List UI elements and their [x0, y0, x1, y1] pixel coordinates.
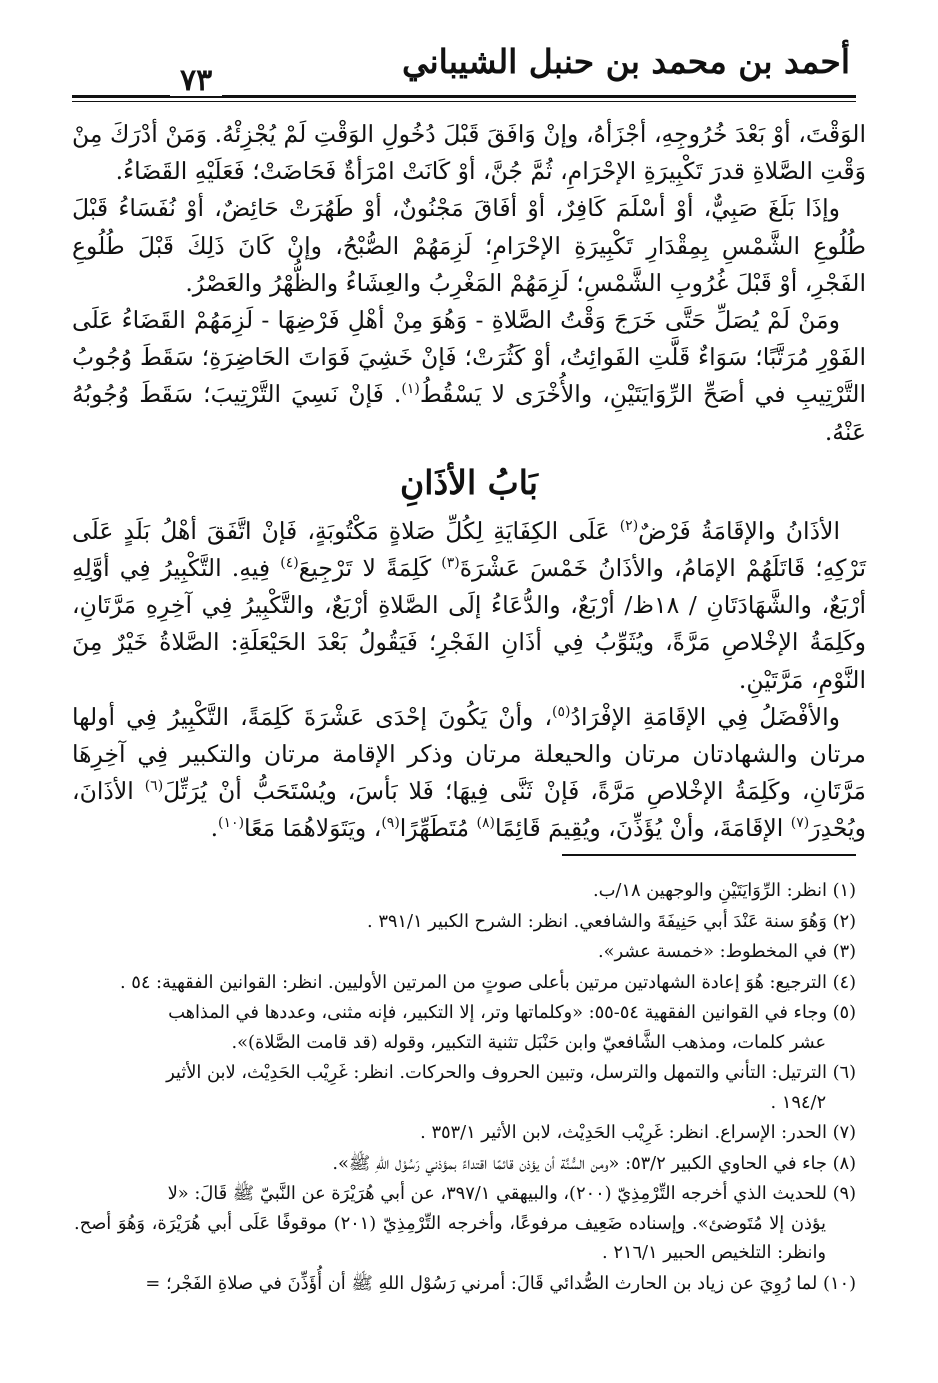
footnote-10	[74, 1269, 856, 1299]
footnote-text: جاء في الحاوي الكبير ٥٣/٢: «ومن السُّنَّة أن يؤذن قائمًا اقتداءً بمؤذني رَسُوْل اللهِ ﷺ».	[332, 1152, 827, 1174]
footnote-marker-2[interactable]: (٢)	[619, 518, 639, 534]
footnote-marker-3[interactable]: (٣)	[441, 555, 460, 572]
footnote-marker-7[interactable]: (٧)	[790, 815, 810, 832]
footnote-3	[74, 937, 856, 967]
footnote-5	[74, 998, 856, 1057]
footnote-number: (٧)	[832, 1122, 856, 1143]
paragraph-5-text-a: والأفْضَلُ فِي الإقَامَةِ الإفْرَادُ	[570, 702, 840, 731]
paragraph-4-text-d: فِيهِ. التَّكْبِيرُ فِي أوَّلِهِ أرْبَعٌ، والشَّهَادَتَانِ / ١٨ظ/ أرْبَعٌ، والدُّعَاءُ إلَى الصَّلاةِ أرْبَعٌ، والتَّكْبِيرُ فِي آخِرِهِ مَرَّتَانِ، وكَلِمَةُ الإخْلاصِ مَرَّةً، ويُثَوِّبُ فِي أذَانِ الفَجْرِ؛ فَيَقُولُ بَعْدَ الحَيْعَلَةِ: الصَّلاةُ خَيْرٌ مِنَ النَّوْمِ، مَرَّتَيْنِ.	[72, 554, 866, 694]
footnotes	[74, 876, 856, 1299]
footnote-continuation: ١٩٤/٢ .	[770, 1091, 826, 1113]
footnote-marker-1[interactable]: (١)	[401, 381, 420, 398]
paragraph-5	[72, 699, 866, 848]
footnote-2	[74, 907, 856, 937]
footnote-number: (١٠)	[823, 1272, 856, 1294]
footnote-number: (٨)	[832, 1152, 856, 1174]
paragraph-4-text-c: كَلِمَةً لا تَرْجِيعَ	[298, 554, 442, 583]
paragraph-4-text-a: الأذَانُ والإقَامَةُ فَرْضٌ	[638, 516, 840, 545]
footnote-6	[74, 1058, 856, 1117]
footnote-text: وَهُوَ سنة عَنْدَ أبي حَنِيفَةَ والشافعي. انظر: الشرح الكبير ٣٩١/١ .	[367, 910, 827, 932]
footnote-number: (٤)	[832, 971, 856, 993]
footnote-continuation: عشر كلمات، ومذهب الشَّافعيّ وابن حَنْبَل تثنية التكبير، وقوله (قد قامت الصَّلاة)».	[231, 1031, 826, 1053]
paragraph-5-text-b: ، وأنْ يَكُونَ إحْدَى عَشْرَةَ كَلِمَةً، التَّكْبِيرُ فِي أولها مرتان والشهادتان مرتان والحيعلة مرتان وذكر الإقامة مرتان والتكبير فِي آخِرِهَا مَرَّتَانِ، وكَلِمَةُ الإخْلاصِ مَرَّةً، فَإنْ ثَنَّى فِيهَا؛ فَلا بَأسَ، ويُسْتَحَبُّ أنْ يُرَتِّلَ	[72, 702, 866, 806]
paragraph-1: الوَقْتَ، أوْ بَعْدَ خُرُوجِهِ، أجْزَأهُ، وإنْ وَافَقَ قَبْلَ دُخُولِ الوَقْتِ لَمْ يُجْزِئْهُ. وَمَنْ أدْرَكَ مِنْ وَقْتِ الصَّلاةِ قدرَ تَكْبِيرَةِ الإحْرَامِ، ثُمَّ جُنَّ، أوْ كَانَتْ امْرَأةٌ فَحَاضَتْ؛ فَعَلَيْهِ القَضَاءُ.	[72, 120, 866, 186]
footnote-marker-4[interactable]: (٤)	[280, 555, 299, 572]
paragraph-3-text-b: . فَإنْ نَسِيَ التَّرْتِيبَ؛ سَقَطَ وُجُوبُهُ عَنْهُ.	[72, 380, 866, 446]
footnote-number: (٥)	[832, 1002, 856, 1023]
paragraph-5-text-c: الأذَانَ، ويُحْدِرَ	[72, 777, 866, 843]
footnote-1	[74, 876, 856, 906]
footnote-text: الترتيل: التأني والتمهل والترسل، وتبين الحروف والحركات. انظر: غَرِيْب الحَدِيْث، لابن الأثير	[166, 1062, 827, 1083]
footnote-separator	[562, 854, 856, 856]
footnote-number: (١)	[832, 880, 856, 901]
chapter-title: بَابُ الأذَانِ	[400, 462, 538, 502]
footnote-continuation: يؤذن إلا مُتَوضئ». وإسناده ضَعِيف مرفوعًا، وأخرجه التِّرْمِذِيّ (٢٠١) موقوفًا عَلَى أبي هُرَيْرَة، وَهُوَ أصح. وانظر: التلخيص الحبير ٢١٦/١ .	[74, 1212, 826, 1263]
paragraph-2: وإذَا بَلَغَ صَبِيٌّ، أوْ أسْلَمَ كَافِرٌ، أوْ أفَاقَ مَجْنُونٌ، أوْ طَهُرَتْ حَائِضٌ، أوْ نُفَسَاءُ قَبْلَ طُلُوعِ الشَّمْسِ بِمِقْدَارِ تَكْبِيرَةِ الإحْرَامِ؛ لَزِمَهُمْ الصُّبْحُ، وإنْ كَانَ ذَلِكَ قَبْلَ طُلُوعِ الفَجْرِ، أوْ قَبْلَ غُرُوبِ الشَّمْسِ؛ لَزِمَهُمْ المَغْرِبُ والعِشَاءُ والظُّهْرُ والعَصْرُ.	[72, 194, 866, 297]
footnote-text: الحدر: الإسراع. انظر: غَرِيْب الحَدِيْث، لابن الأثير ٣٥٣/١ .	[420, 1122, 827, 1143]
running-title: أحمد بن محمد بن حنبل الشيباني	[401, 42, 850, 81]
footnote-marker-10[interactable]: (١٠)	[218, 815, 245, 832]
paragraph-4-text-b: عَلَى الكِفَايَةِ لِكُلِّ صَلاةٍ مَكْتُوبَةٍ، فَإنْ اتَّفَقَ أهْلُ بَلَدٍ عَلَى تَرْكِهِ؛ قَاتَلَهُمْ الإمَامُ، والأذَانُ خَمْسَ عَشْرَةَ	[72, 516, 866, 583]
footnote-7	[74, 1118, 856, 1148]
footnote-text: الترجيع: هُوَ إعادة الشهادتين مرتين بأعلى صوتٍ من المرتين الأوليين. انظر: القوانين الفقهية: ٥٤ .	[119, 971, 827, 993]
footnote-4	[74, 968, 856, 998]
paragraph-5-text-f: ، ويَتَوَلاهُمَا مَعًا	[244, 814, 382, 843]
paragraph-3-text-a: ومَنْ لَمْ يُصَلِّ حَتَّى خَرَجَ وَقْتُ الصَّلاةِ - وَهُوَ مِنْ أهْلِ فَرْضِهَا - لَزِمَهُمْ القَضَاءُ عَلَى الفَوْرِ مُرَتَّبًا؛ سَوَاءٌ قَلَّتِ الفَوائِتُ، أوْ كَثُرَتْ؛ فَإنْ خَشِيَ فَوَاتَ الحَاضِرَةِ؛ سَقَطَ وُجُوبُ التَّرْتِيبِ في أصَحِّ الرِّوَايَتَيْنِ، والأُخْرَى لا يَسْقُطُ	[72, 306, 866, 409]
footnote-text: لما رُوِيَ عن زياد بن الحارث الصُّدائي قَالَ: أمرني رَسُوْل اللهِ ﷺ أن أُؤَذِّنَ في صلاةِ الفَجْر؛ =	[145, 1272, 818, 1294]
footnote-marker-5[interactable]: (٥)	[552, 704, 571, 721]
footnote-number: (٢)	[832, 910, 856, 932]
footnote-text: للحديث الذي أخرجه التِّرْمِذِيّ (٢٠٠)، والبيهقي ٣٩٧/١، عن أبي هُرَيْرَة عن النَّبيّ ﷺ قَالَ: «لا	[167, 1183, 827, 1204]
footnote-marker-9[interactable]: (٩)	[381, 815, 400, 832]
paragraph-5-text-d: الإقَامَةَ، وأنْ يُؤَذِّنَ، ويُقِيمَ قَائِمًا	[495, 814, 791, 843]
paragraph-4	[72, 513, 866, 699]
footnote-text: انظر: الرِّوَايَتَيْنِ والوجهين ١٨/ب.	[593, 880, 827, 901]
paragraph-3	[72, 302, 866, 451]
footnote-9	[74, 1179, 856, 1268]
footnote-marker-6[interactable]: (٦)	[144, 778, 164, 795]
footnote-8	[74, 1149, 856, 1179]
footnote-number: (٣)	[832, 941, 856, 962]
footnote-number: (٩)	[832, 1183, 856, 1204]
main-text	[72, 116, 866, 848]
paragraph-5-text-e: مُتَطَهِّرًا	[399, 814, 477, 843]
footnote-marker-8[interactable]: (٨)	[476, 815, 496, 832]
paragraph-5-text-g: .	[210, 814, 219, 843]
footnote-text: في المخطوط: «خمسة عشر».	[597, 941, 827, 962]
footnote-number: (٦)	[832, 1062, 856, 1083]
page-number: ٧٣	[170, 66, 222, 96]
footnote-text: وجاء في القوانين الفقهية ٥٤-٥٥: «وكلماتها وتر، إلا التكبير، فإنه مثنى، وعددها في المذاهب	[168, 1002, 827, 1023]
